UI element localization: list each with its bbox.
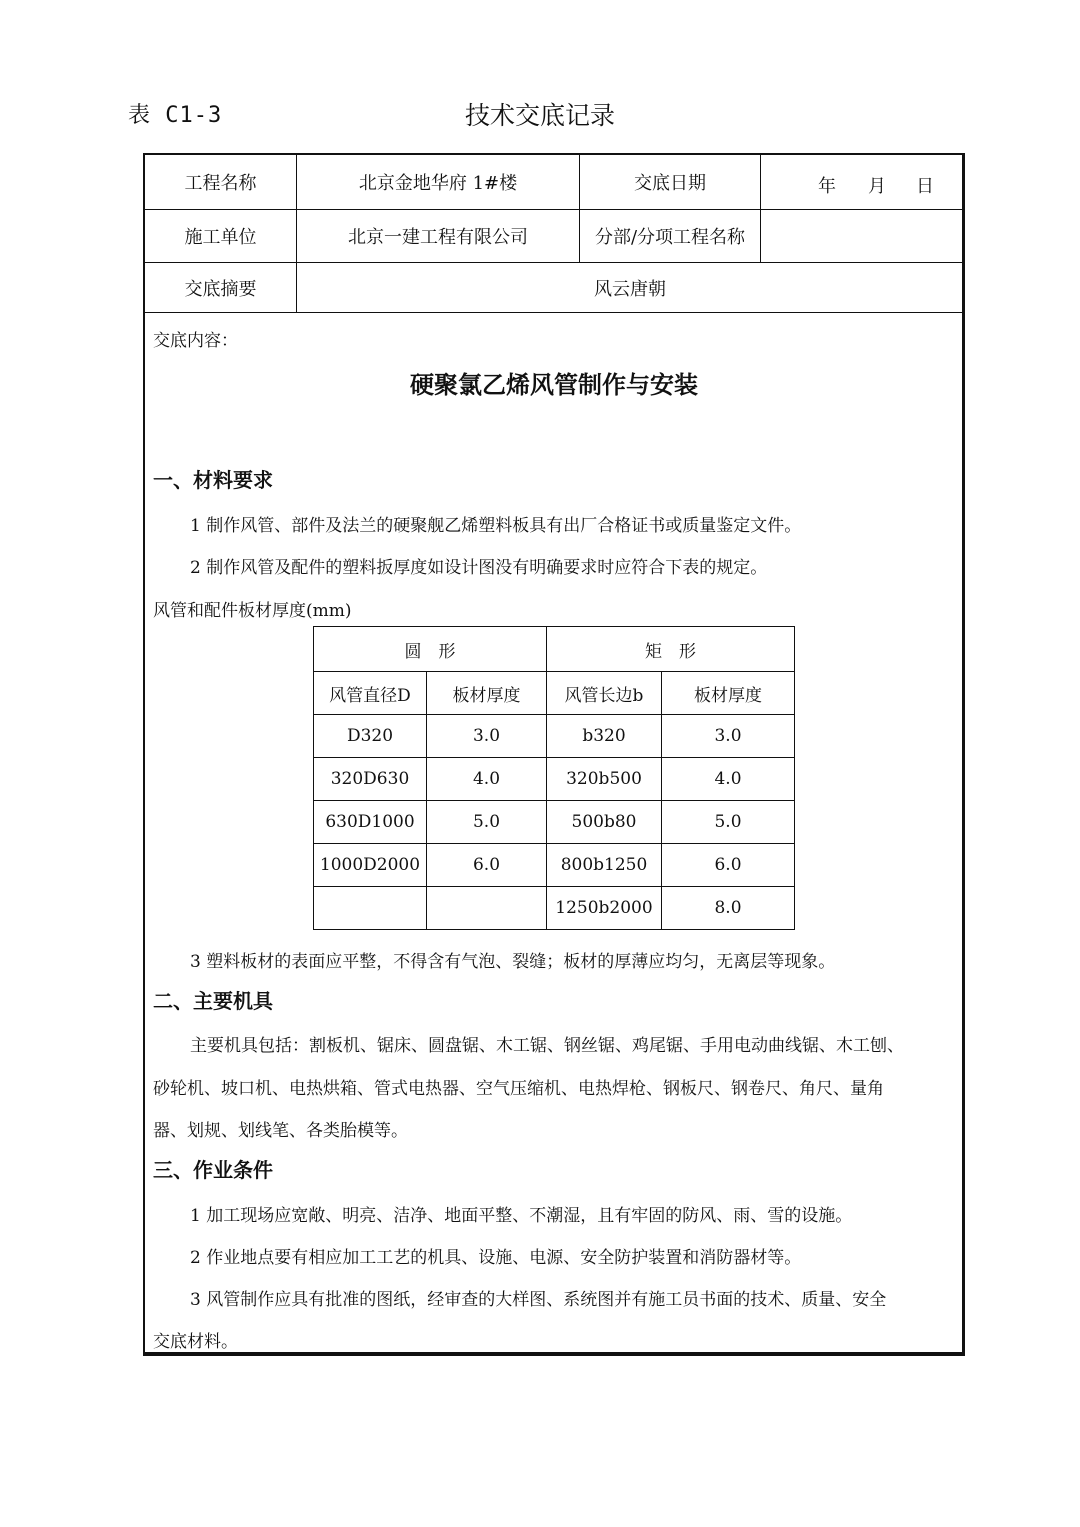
paragraph: 砂轮机、坡口机、电热烘箱、管式电热器、空气压缩机、电热焊枪、钢板尺、钢卷尺、角尺、量角 bbox=[153, 1079, 884, 1099]
project-name-label: 工程名称 bbox=[184, 173, 257, 194]
content-label: 交底内容： bbox=[153, 331, 238, 351]
date-day-label: 日 bbox=[916, 176, 934, 197]
contractor-value: 北京一建工程有限公司 bbox=[348, 227, 528, 248]
table-cell: 500b80 bbox=[547, 801, 662, 844]
table-row bbox=[314, 801, 795, 844]
table-caption: 风管和配件板材厚度(mm) bbox=[153, 601, 352, 621]
paragraph: 2 作业地点要有相应加工工艺的机具、设施、电源、安全防护装置和消防器材等。 bbox=[190, 1248, 802, 1268]
table-cell: 6.0 bbox=[427, 844, 547, 887]
section-title: 一、材料要求 bbox=[153, 468, 273, 492]
table-row bbox=[314, 758, 795, 801]
paragraph: 1 制作风管、部件及法兰的硬聚舰乙烯塑料板具有出厂合格证书或质量鉴定文件。 bbox=[190, 516, 802, 536]
main-heading: 硬聚氯乙烯风管制作与安装 bbox=[410, 371, 698, 399]
table-cell bbox=[427, 887, 547, 930]
table-cell: 630D1000 bbox=[314, 801, 427, 844]
round-group-header: 圆 形 bbox=[314, 627, 547, 672]
column-header: 风管长边b bbox=[547, 672, 662, 715]
table-cell: D320 bbox=[314, 715, 427, 758]
subproject-label: 分部/分项工程名称 bbox=[594, 227, 746, 248]
rect-group-header: 矩 形 bbox=[547, 627, 795, 672]
table-cell: 3.0 bbox=[662, 715, 795, 758]
table-cell bbox=[314, 887, 427, 930]
table-cell: 1250b2000 bbox=[547, 887, 662, 930]
table-cell: 8.0 bbox=[662, 887, 795, 930]
date-label: 交底日期 bbox=[634, 173, 706, 194]
table-cell: 320b500 bbox=[547, 758, 662, 801]
table-group-header-row bbox=[314, 627, 795, 672]
table-cell: 6.0 bbox=[662, 844, 795, 887]
section-title: 二、主要机具 bbox=[153, 989, 273, 1013]
date-month-label: 月 bbox=[868, 176, 886, 197]
paragraph: 主要机具包括：割板机、锯床、圆盘锯、木工锯、钢丝锯、鸡尾锯、手用电动曲线锯、木工刨、 bbox=[190, 1036, 904, 1056]
document-title: 技术交底记录 bbox=[464, 101, 615, 130]
summary-value: 风云唐朝 bbox=[594, 278, 666, 300]
thickness-table bbox=[313, 626, 795, 930]
paragraph: 2 制作风管及配件的塑料扳厚度如设计图没有明确要求时应符合下表的规定。 bbox=[190, 558, 768, 578]
paragraph: 1 加工现场应宽敞、明亮、洁净、地面平整、不潮湿，且有牢固的防风、雨、雪的设施。 bbox=[190, 1206, 853, 1226]
date-year-label: 年 bbox=[818, 176, 836, 197]
form-number: 表 C1-3 bbox=[128, 103, 223, 128]
subproject-value bbox=[761, 210, 963, 262]
table-row bbox=[314, 715, 795, 758]
project-name-value: 北京金地华府 1#楼 bbox=[358, 173, 518, 194]
table-cell: 800b1250 bbox=[547, 844, 662, 887]
table-cell: 5.0 bbox=[427, 801, 547, 844]
column-header: 板材厚度 bbox=[662, 672, 795, 715]
table-cell: 5.0 bbox=[662, 801, 795, 844]
summary-label: 交底摘要 bbox=[184, 278, 257, 300]
table-cell: 4.0 bbox=[427, 758, 547, 801]
paragraph: 器、划规、划线笔、各类胎模等。 bbox=[153, 1121, 408, 1141]
paragraph: 3 塑料板材的表面应平整，不得含有气泡、裂缝；板材的厚薄应均匀，无离层等现象。 bbox=[190, 952, 836, 972]
table-row bbox=[314, 844, 795, 887]
table-cell: 4.0 bbox=[662, 758, 795, 801]
table-cell: b320 bbox=[547, 715, 662, 758]
header-row-divider bbox=[143, 312, 965, 313]
paragraph: 3 风管制作应具有批准的图纸，经审查的大样图、系统图并有施工员书面的技术、质量、安全 bbox=[190, 1290, 887, 1310]
column-header: 风管直径D bbox=[314, 672, 427, 715]
column-header: 板材厚度 bbox=[427, 672, 547, 715]
paragraph: 交底材料。 bbox=[153, 1332, 238, 1352]
table-cell: 320D630 bbox=[314, 758, 427, 801]
table-cell: 1000D2000 bbox=[314, 844, 427, 887]
table-row bbox=[314, 887, 795, 930]
section-title: 三、作业条件 bbox=[153, 1158, 273, 1182]
table-header-row bbox=[314, 672, 795, 715]
contractor-label: 施工单位 bbox=[184, 227, 257, 248]
table-cell: 3.0 bbox=[427, 715, 547, 758]
